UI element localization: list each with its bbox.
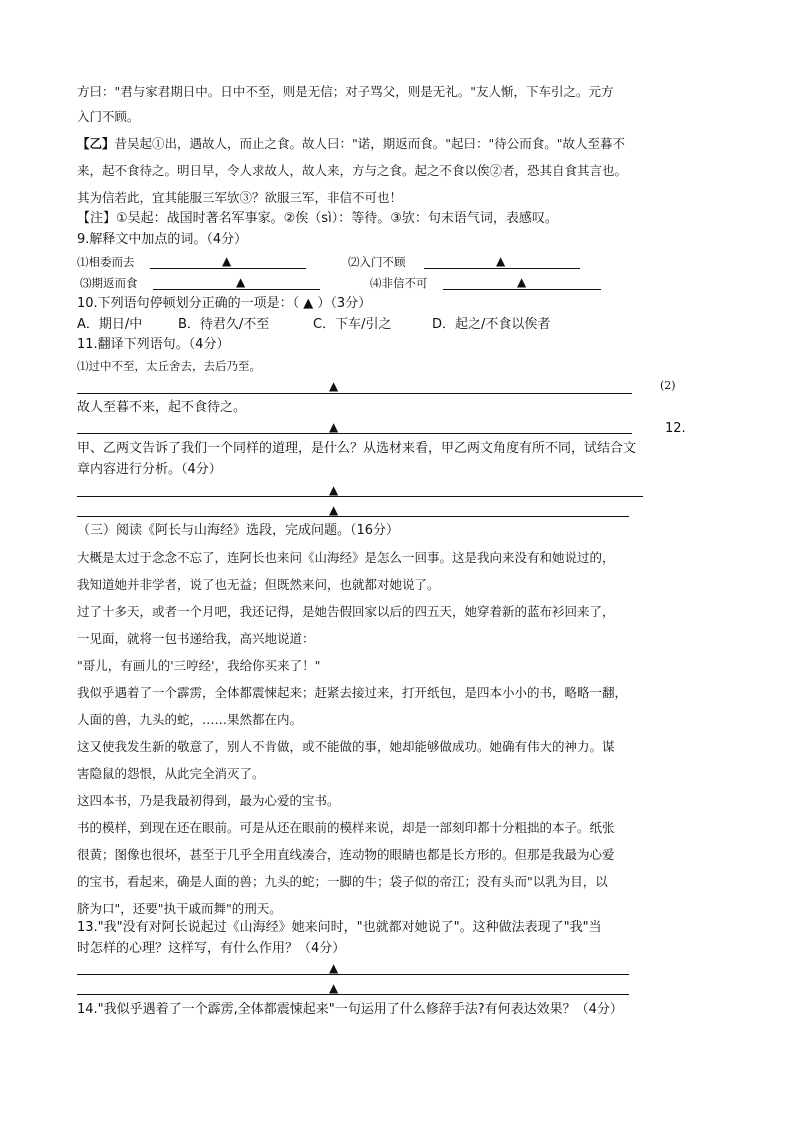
q9-a-answer-line[interactable]: [150, 268, 306, 269]
section-3-p6: 这四本书，乃是我最初得到，最为心爱的宝书。: [77, 793, 340, 808]
q11-sentence-1: ⑴过中不至，太丘舍去，去后乃至。: [77, 359, 261, 373]
q9-d-label: ⑷非信不可: [370, 276, 428, 290]
q10-option-d[interactable]: D．起之/不食以俟者: [432, 317, 551, 332]
q9-b-answer-line[interactable]: [424, 268, 580, 269]
q12-answer-line-1[interactable]: [77, 496, 643, 497]
passage-yi-line-3: 其为信若此，宜其能服三军欤③？欲服三军，非信不可也！: [77, 190, 403, 205]
q13-answer-line-1[interactable]: [77, 974, 629, 975]
passage-yi-line-2: 来，起不食待之。明日早，令人求故人，故人来，方与之食。起之不食以俟②者，恐其自食其言也。: [77, 163, 628, 178]
section-3-p1-line-2: 我知道她并非学者，说了也无益；但既然来问，也就都对她说了。: [77, 577, 440, 592]
passage-yi-line-1: [77, 135, 625, 153]
section-3-title: （三）阅读《阿长与山海经》选段，完成问题。（16分）: [77, 523, 400, 538]
passage-jia-line-2: 入门不顾。: [77, 109, 140, 124]
q9-c-answer-line[interactable]: [153, 289, 320, 290]
answer-mark: ▲: [496, 254, 506, 268]
section-3-p7-line-3: 的宝书，看起来，确是人面的兽；九头的蛇；一脚的牛；袋子似的帝江；没有头而"以乳为目，以: [77, 874, 608, 889]
q12-answer-line-2[interactable]: [77, 516, 629, 517]
q10-option-c[interactable]: C．下车/引之: [313, 317, 392, 332]
note: 【注】①吴起：战国时著名军事家。②俟（sì）：等待。③欤：句末语气词，表感叹。: [77, 211, 558, 226]
answer-mark: ▲: [329, 503, 339, 517]
q14-line-1: 14."我似乎遇着了一个霹雳,全体都震悚起来"一句运用了什么修辞手法?有何表达效果？（4分）: [77, 1002, 623, 1017]
section-3-p4-line-2: 人面的兽，九头的蛇，……果然都在内。: [77, 712, 303, 727]
section-3-p1-line-1: 大概是太过于念念不忘了，连阿长也来问《山海经》是怎么一回事。这是我向来没有和她说过的，: [77, 550, 615, 565]
section-3-p2-line-2: 一见面，就将一包书递给我，高兴地说道：: [77, 631, 315, 646]
section-3-p7-line-2: 很黄；图像也很坏，甚至于几乎全用直线凑合，连动物的眼睛也都是长方形的。但那是我最为心爱: [77, 847, 615, 862]
answer-mark: ▲: [329, 420, 339, 434]
q11-sentence-2: 故人至暮不来，起不食待之。: [77, 400, 247, 415]
q13-line-1: 13."我"没有对阿长说起过《山海经》她来问时，"也就都对她说了"。这种做法表现了"我"当: [77, 920, 602, 935]
q9-c-label: ⑶期返而食: [80, 276, 138, 290]
answer-mark: ▲: [329, 961, 339, 975]
q9-a-label: ⑴相委而去: [77, 255, 135, 269]
section-3-p3: "哥儿，有画儿的'三哼经'，我给你买来了！": [77, 658, 321, 673]
q9-stem: 9.解释文中加点的词。（4分）: [77, 232, 248, 247]
section-3-p7-line-1: 书的模样，到现在还在眼前。可是从还在眼前的模样来说，却是一部刻印都十分粗拙的本子。纸张: [77, 820, 615, 835]
q13-line-2: 时怎样的心理？这样写，有什么作用？（4分）: [77, 941, 346, 956]
q13-answer-line-2[interactable]: [77, 994, 629, 995]
passage-yi-text-1: 昔吴起①出，遇故人，而止之食。故人曰："诺，期返而食。"起曰："待公而食。"故人至暮不: [114, 136, 626, 151]
section-3-p5-line-1: 这又使我发生新的敬意了，别人不肯做，或不能做的事，她却能够做成功。她确有伟大的神力。谋: [77, 739, 615, 754]
q11-stem: 11.翻译下列语句。（4分）: [77, 337, 230, 352]
q10-option-a[interactable]: A．期日/中: [77, 317, 143, 332]
passage-yi-label: 【乙】: [77, 136, 115, 151]
q12-line-1: 甲、乙两文告诉了我们一个同样的道理，是什么？从选材来看，甲乙两文角度有所不同，试结合文: [77, 441, 637, 456]
q10-stem: 10.下列语句停顿划分正确的一项是：（ ▲ ）（3分）: [77, 296, 372, 311]
q9-b-label: ⑵入门不顾: [348, 255, 406, 269]
answer-mark: ▲: [329, 981, 339, 995]
q11-s2-number: (2): [660, 379, 676, 392]
q12-number: 12.: [665, 421, 686, 436]
q11-s2-answer-line[interactable]: [77, 433, 632, 434]
answer-mark: ▲: [236, 275, 246, 289]
section-3-p2-line-1: 过了十多天，或者一个月吧，我还记得，是她告假回家以后的四五天，她穿着新的蓝布衫回来了，: [77, 604, 615, 619]
section-3-p7-line-4: 脐为口"，还要"执干戚而舞"的刑天。: [77, 901, 282, 916]
answer-mark: ▲: [329, 483, 339, 497]
answer-mark: ▲: [329, 379, 339, 393]
q9-d-answer-line[interactable]: [443, 289, 601, 290]
answer-mark: ▲: [222, 254, 232, 268]
q11-s1-answer-line[interactable]: [77, 393, 632, 394]
q10-option-b[interactable]: B．待君久/不至: [178, 317, 270, 332]
section-3-p4-line-1: 我似乎遇着了一个霹雳，全体都震悚起来；赶紧去接过来，打开纸包，是四本小小的书，略略一翻，: [77, 685, 628, 700]
answer-mark: ▲: [517, 275, 527, 289]
section-3-p5-line-2: 害隐鼠的怨恨，从此完全消灭了。: [77, 766, 265, 781]
q12-line-2: 章内容进行分析。（4分）: [77, 462, 222, 477]
passage-jia-line-1: 方曰："君与家君期日中。日中不至，则是无信；对子骂父，则是无礼。"友人惭，下车引之。元方: [77, 84, 614, 99]
